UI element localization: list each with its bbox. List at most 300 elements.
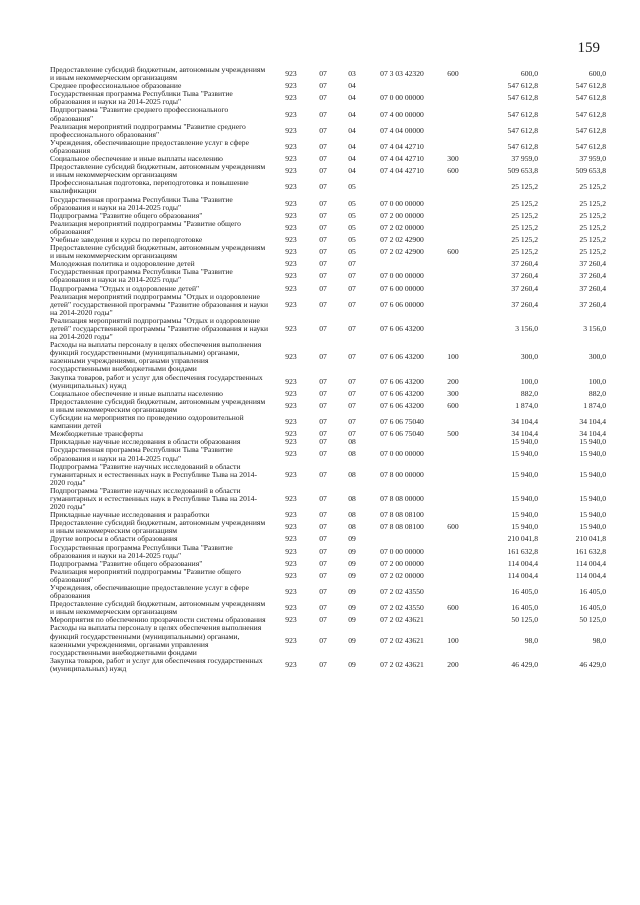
ministry-code: 923	[285, 235, 297, 244]
amount-second: 25 125,2	[579, 247, 606, 257]
target-article-code: 07 2 02 43550	[380, 603, 424, 613]
table-row	[50, 268, 606, 284]
section-code: 07	[319, 570, 327, 580]
amount-second: 1 874,0	[583, 400, 606, 410]
target-article-code	[366, 179, 438, 195]
expense-type-code	[438, 123, 468, 139]
amount-first: 50 125,0	[511, 616, 538, 625]
amount-second: 25 125,2	[579, 198, 606, 208]
expense-type-code	[438, 212, 468, 220]
row-name: Подпрограмма "Развитие научных исследований в области гуманитарных и естественных наук в Республике Тыва на 2014-2020 годы"	[50, 486, 257, 512]
row-name: Закупка товаров, работ и услуг для обеспечения государственных (муниципальных) нужд	[50, 373, 263, 390]
table-row	[50, 106, 606, 122]
amount-first: 210 041,8	[507, 535, 538, 544]
expense-type-code	[438, 511, 468, 519]
expense-type-code	[438, 268, 468, 284]
table-row	[50, 544, 606, 560]
subsection-code: 08	[348, 469, 356, 479]
section-code: 07	[319, 389, 327, 398]
table-row	[50, 260, 606, 268]
amount-first: 300,0	[520, 352, 538, 362]
table-row	[50, 220, 606, 236]
row-name: Подпрограмма "Развитие общего образования"	[50, 559, 203, 568]
amount-second: 15 940,0	[579, 493, 606, 503]
row-name: Учебные заведения и курсы по переподготовке	[50, 235, 203, 244]
expense-type-code	[438, 260, 468, 268]
amount-second: 34 104,4	[579, 417, 606, 427]
amount-second: 34 104,4	[579, 430, 606, 439]
table-row	[50, 463, 606, 487]
amount-second: 25 125,2	[579, 211, 606, 220]
row-name: Предоставление субсидий бюджетным, автономным учреждениям и иным некоммерческим организациям	[50, 66, 266, 83]
section-code: 07	[319, 82, 327, 91]
expense-type-code: 600	[447, 166, 459, 176]
target-article-code: 07 0 00 00000	[380, 546, 424, 556]
row-name: Предоставление субсидий бюджетным, автономным учреждениям и иным некоммерческим организациям	[50, 244, 266, 261]
section-code: 07	[319, 511, 327, 520]
target-article-code: 07 6 06 43200	[380, 352, 424, 362]
section-code: 07	[319, 535, 327, 544]
target-article-code: 07 6 06 43200	[380, 400, 424, 410]
expense-type-code	[438, 560, 468, 568]
amount-first: 3 156,0	[515, 324, 538, 333]
subsection-code: 09	[348, 635, 356, 645]
expense-type-code	[438, 317, 468, 341]
subsection-code: 07	[348, 299, 356, 309]
table-row	[50, 82, 606, 90]
table-row	[50, 414, 606, 430]
expense-type-code	[438, 544, 468, 560]
subsection-code: 09	[348, 546, 356, 556]
subsection-code: 07	[348, 389, 356, 398]
target-article-code: 07 2 02 43621	[380, 635, 424, 645]
row-name: Реализация мероприятий подпрограммы "Отдых и оздоровление детей" государственной программы "Развитие образования и науки на 2014-2020 годы"	[50, 316, 269, 342]
ministry-code: 923	[285, 141, 297, 151]
amount-first: 15 940,0	[511, 493, 538, 503]
expense-type-code: 300	[447, 155, 459, 164]
amount-first: 547 612,8	[507, 109, 538, 119]
amount-first: 15 940,0	[511, 449, 538, 459]
table-row	[50, 657, 606, 673]
ministry-code: 923	[285, 603, 297, 613]
amount-second: 15 940,0	[579, 449, 606, 459]
budget-table	[50, 66, 606, 673]
amount-first: 37 260,4	[511, 271, 538, 281]
expense-type-code	[438, 106, 468, 122]
amount-second: 15 940,0	[579, 469, 606, 479]
table-row	[50, 624, 606, 656]
section-code: 07	[319, 109, 327, 119]
row-name: Реализация мероприятий подпрограммы "Развитие общего образования"	[50, 219, 241, 236]
table-row	[50, 293, 606, 317]
section-code: 07	[319, 93, 327, 103]
section-code: 07	[319, 125, 327, 135]
amount-first: 547 612,8	[507, 141, 538, 151]
section-code: 07	[319, 546, 327, 556]
amount-first: 25 125,2	[511, 247, 538, 257]
amount-first: 161 632,8	[507, 546, 538, 556]
ministry-code: 923	[285, 635, 297, 645]
section-code: 07	[319, 376, 327, 386]
target-article-code: 07 4 04 42710	[380, 141, 424, 151]
expense-type-code: 500	[447, 430, 459, 439]
row-name: Реализация мероприятий подпрограммы "Развитие общего образования"	[50, 567, 241, 584]
row-name: Предоставление субсидий бюджетным, автономным учреждениям и иным некоммерческим организациям	[50, 600, 266, 617]
table-row	[50, 90, 606, 106]
table-row	[50, 212, 606, 220]
expense-type-code	[438, 236, 468, 244]
amount-first: 37 260,4	[511, 284, 538, 293]
ministry-code: 923	[285, 511, 297, 520]
target-article-code: 07 6 00 00000	[380, 284, 424, 293]
subsection-code: 09	[348, 559, 356, 568]
amount-second: 509 653,8	[575, 166, 606, 176]
row-name: Учреждения, обеспечивающие предоставление услуг в сфере образования	[50, 584, 249, 601]
section-code: 07	[319, 271, 327, 281]
row-name: Подпрограмма "Развитие научных исследований в области гуманитарных и естественных наук в Республике Тыва на 2014-2020 годы"	[50, 462, 257, 487]
ministry-code: 923	[285, 430, 297, 439]
expense-type-code	[438, 139, 468, 155]
section-code: 07	[319, 284, 327, 293]
subsection-code: 05	[348, 235, 356, 244]
amount-second: 882,0	[588, 389, 606, 398]
subsection-code: 04	[348, 82, 356, 91]
row-name: Государственная программа Республики Тыва "Развитие образования и науки на 2014-2025 годы"	[50, 268, 233, 285]
subsection-code: 07	[348, 352, 356, 362]
expense-type-code	[438, 179, 468, 195]
expense-type-code	[438, 463, 468, 487]
subsection-code: 04	[348, 125, 356, 135]
section-code: 07	[319, 141, 327, 151]
target-article-code: 07 3 03 42320	[380, 69, 424, 79]
row-name: Предоставление субсидий бюджетным, автономным учреждениям и иным некоммерческим организациям	[50, 397, 266, 414]
section-code: 07	[319, 493, 327, 503]
expense-type-code	[438, 487, 468, 511]
table-row	[50, 584, 606, 600]
subsection-code: 09	[348, 535, 356, 544]
ministry-code: 923	[285, 284, 297, 293]
amount-first: 34 104,4	[511, 417, 538, 427]
amount-second: 37 260,4	[579, 260, 606, 269]
ministry-code: 923	[285, 166, 297, 176]
table-row	[50, 535, 606, 543]
subsection-code: 08	[348, 493, 356, 503]
ministry-code: 923	[285, 493, 297, 503]
subsection-code: 07	[348, 400, 356, 410]
row-name: Среднее профессиональное образование	[50, 82, 182, 91]
ministry-code: 923	[285, 198, 297, 208]
amount-second: 16 405,0	[579, 587, 606, 597]
amount-second: 16 405,0	[579, 603, 606, 613]
ministry-code: 923	[285, 155, 297, 164]
amount-second: 37 260,4	[579, 284, 606, 293]
table-row	[50, 446, 606, 462]
target-article-code	[366, 260, 438, 268]
table-row	[50, 511, 606, 519]
amount-second: 114 004,4	[575, 570, 606, 580]
table-row	[50, 163, 606, 179]
table-row	[50, 438, 606, 446]
ministry-code: 923	[285, 69, 297, 79]
expense-type-code	[438, 568, 468, 584]
amount-first: 100,0	[520, 376, 538, 386]
section-code: 07	[319, 438, 327, 447]
table-row	[50, 519, 606, 535]
expense-type-code: 100	[447, 635, 459, 645]
target-article-code: 07 6 06 43200	[380, 389, 424, 398]
target-article-code: 07 6 06 00000	[380, 299, 424, 309]
amount-first: 25 125,2	[511, 211, 538, 220]
target-article-code: 07 8 08 08100	[380, 522, 424, 532]
amount-first: 547 612,8	[507, 125, 538, 135]
amount-first: 37 260,4	[511, 260, 538, 269]
ministry-code: 923	[285, 546, 297, 556]
table-row	[50, 568, 606, 584]
section-code: 07	[319, 155, 327, 164]
amount-first: 1 874,0	[515, 400, 538, 410]
amount-second: 100,0	[588, 376, 606, 386]
target-article-code: 07 6 06 43200	[380, 376, 424, 386]
ministry-code: 923	[285, 82, 297, 91]
amount-second: 547 612,8	[575, 141, 606, 151]
ministry-code: 923	[285, 299, 297, 309]
amount-first: 15 940,0	[511, 438, 538, 447]
ministry-code: 923	[285, 535, 297, 544]
row-name: Профессиональная подготовка, переподготовка и повышение квалификации	[50, 179, 249, 196]
row-name: Государственная программа Республики Тыва "Развитие образования и науки на 2014-2025 годы"	[50, 90, 233, 107]
subsection-code: 07	[348, 271, 356, 281]
table-row	[50, 66, 606, 82]
row-name: Молодежная политика и оздоровление детей	[50, 260, 195, 269]
expense-type-code	[438, 414, 468, 430]
amount-second: 46 429,0	[579, 659, 606, 669]
subsection-code: 09	[348, 616, 356, 625]
section-code: 07	[319, 222, 327, 232]
target-article-code: 07 2 00 00000	[380, 559, 424, 568]
target-article-code: 07 6 06 75040	[380, 417, 424, 427]
amount-second: 547 612,8	[575, 82, 606, 91]
table-row	[50, 317, 606, 341]
target-article-code: 07 0 00 00000	[380, 198, 424, 208]
ministry-code: 923	[285, 125, 297, 135]
subsection-code: 03	[348, 69, 356, 79]
expense-type-code	[438, 616, 468, 624]
amount-second: 50 125,0	[579, 616, 606, 625]
expense-type-code	[438, 196, 468, 212]
expense-type-code	[438, 293, 468, 317]
target-article-code	[366, 82, 438, 90]
row-name: Подпрограмма "Отдых и оздоровление детей"	[50, 284, 200, 293]
ministry-code: 923	[285, 659, 297, 669]
amount-second: 25 125,2	[579, 222, 606, 232]
subsection-code: 04	[348, 93, 356, 103]
table-row	[50, 155, 606, 163]
table-row	[50, 179, 606, 195]
amount-first: 25 125,2	[511, 198, 538, 208]
section-code: 07	[319, 559, 327, 568]
target-article-code	[366, 535, 438, 543]
amount-second: 600,0	[588, 69, 606, 79]
ministry-code: 923	[285, 222, 297, 232]
target-article-code: 07 0 00 00000	[380, 93, 424, 103]
section-code: 07	[319, 400, 327, 410]
section-code: 07	[319, 587, 327, 597]
section-code: 07	[319, 166, 327, 176]
amount-first: 46 429,0	[511, 659, 538, 669]
subsection-code: 09	[348, 659, 356, 669]
target-article-code: 07 0 00 00000	[380, 271, 424, 281]
subsection-code: 04	[348, 109, 356, 119]
expense-type-code: 600	[447, 400, 459, 410]
target-article-code: 07 8 00 00000	[380, 469, 424, 479]
section-code: 07	[319, 182, 327, 192]
row-name: Расходы на выплаты персоналу в целях обеспечения выполнения функций государственными (муниципальными) органами, казенными учреждениями, органами управления государственными внебюджетными фондами	[50, 624, 262, 657]
target-article-code: 07 4 04 42710	[380, 155, 424, 164]
target-article-code: 07 2 02 00000	[380, 222, 424, 232]
amount-first: 15 940,0	[511, 469, 538, 479]
target-article-code: 07 2 02 00000	[380, 570, 424, 580]
row-name: Межбюджетные трансферты	[50, 430, 143, 439]
amount-second: 547 612,8	[575, 109, 606, 119]
row-name: Государственная программа Республики Тыва "Развитие образования и науки на 2014-2025 годы"	[50, 446, 233, 463]
row-name: Государственная программа Республики Тыва "Развитие образования и науки на 2014-2025 годы"	[50, 195, 233, 212]
ministry-code: 923	[285, 109, 297, 119]
expense-type-code: 600	[447, 247, 459, 257]
table-body	[50, 66, 606, 673]
ministry-code: 923	[285, 271, 297, 281]
section-code: 07	[319, 449, 327, 459]
row-name: Прикладные научные исследования в области образования	[50, 438, 241, 447]
row-name: Социальное обеспечение и иные выплаты населению	[50, 389, 223, 398]
target-article-code: 07 6 06 75040	[380, 430, 424, 439]
ministry-code: 923	[285, 417, 297, 427]
target-article-code	[366, 438, 438, 446]
amount-second: 114 004,4	[575, 559, 606, 568]
amount-first: 37 260,4	[511, 299, 538, 309]
subsection-code: 05	[348, 182, 356, 192]
ministry-code: 923	[285, 211, 297, 220]
subsection-code: 08	[348, 522, 356, 532]
row-name: Мероприятия по обеспечению прозрачности системы образования	[50, 616, 266, 625]
expense-type-code: 200	[447, 659, 459, 669]
ministry-code: 923	[285, 93, 297, 103]
section-code: 07	[319, 635, 327, 645]
target-article-code: 07 2 02 42900	[380, 247, 424, 257]
amount-second: 25 125,2	[579, 235, 606, 244]
amount-second: 3 156,0	[583, 324, 606, 333]
amount-second: 161 632,8	[575, 546, 606, 556]
amount-first: 16 405,0	[511, 603, 538, 613]
table-row	[50, 430, 606, 438]
expense-type-code	[438, 446, 468, 462]
table-row	[50, 616, 606, 624]
row-name: Прикладные научные исследования и разработки	[50, 511, 210, 520]
section-code: 07	[319, 469, 327, 479]
amount-first: 98,0	[524, 635, 538, 645]
amount-second: 25 125,2	[579, 182, 606, 192]
table-row	[50, 560, 606, 568]
target-article-code: 07 2 02 43621	[380, 616, 424, 625]
subsection-code: 04	[348, 141, 356, 151]
target-article-code: 07 4 04 42710	[380, 166, 424, 176]
target-article-code: 07 2 02 43550	[380, 587, 424, 597]
ministry-code: 923	[285, 570, 297, 580]
amount-first: 25 125,2	[511, 182, 538, 192]
expense-type-code	[438, 584, 468, 600]
row-name: Социальное обеспечение и иные выплаты населению	[50, 155, 223, 164]
target-article-code: 07 6 06 43200	[380, 324, 424, 333]
row-name: Предоставление субсидий бюджетным, автономным учреждениям и иным некоммерческим организациям	[50, 163, 266, 180]
section-code: 07	[319, 522, 327, 532]
target-article-code: 07 8 08 00000	[380, 493, 424, 503]
row-name: Другие вопросы в области образования	[50, 535, 178, 544]
amount-first: 15 940,0	[511, 511, 538, 520]
row-name: Подпрограмма "Развитие общего образования"	[50, 211, 203, 220]
section-code: 07	[319, 299, 327, 309]
table-row	[50, 487, 606, 511]
target-article-code: 07 2 02 43621	[380, 659, 424, 669]
table-row	[50, 341, 606, 373]
table-row	[50, 398, 606, 414]
expense-type-code: 300	[447, 389, 459, 398]
amount-first: 509 653,8	[507, 166, 538, 176]
ministry-code: 923	[285, 522, 297, 532]
amount-second: 37 260,4	[579, 271, 606, 281]
table-row	[50, 244, 606, 260]
table-row	[50, 285, 606, 293]
amount-first: 547 612,8	[507, 82, 538, 91]
amount-first: 34 104,4	[511, 430, 538, 439]
table-row	[50, 123, 606, 139]
subsection-code: 04	[348, 166, 356, 176]
row-name: Закупка товаров, работ и услуг для обеспечения государственных (муниципальных) нужд	[50, 656, 263, 673]
subsection-code: 07	[348, 260, 356, 269]
target-article-code: 07 4 00 00000	[380, 109, 424, 119]
subsection-code: 05	[348, 198, 356, 208]
target-article-code: 07 2 02 42900	[380, 235, 424, 244]
section-code: 07	[319, 211, 327, 220]
amount-first: 600,0	[520, 69, 538, 79]
ministry-code: 923	[285, 616, 297, 625]
row-name: Предоставление субсидий бюджетным, автономным учреждениям и иным некоммерческим организациям	[50, 519, 266, 536]
ministry-code: 923	[285, 352, 297, 362]
subsection-code: 07	[348, 417, 356, 427]
section-code: 07	[319, 235, 327, 244]
amount-second: 547 612,8	[575, 125, 606, 135]
section-code: 07	[319, 198, 327, 208]
amount-first: 114 004,4	[507, 570, 538, 580]
section-code: 07	[319, 417, 327, 427]
table-row	[50, 390, 606, 398]
row-name: Реализация мероприятий подпрограммы "Отдых и оздоровление детей" государственной программы "Развитие образования и науки на 2014-2020 годы"	[50, 292, 269, 317]
expense-type-code	[438, 438, 468, 446]
subsection-code: 07	[348, 324, 356, 333]
table-row	[50, 139, 606, 155]
amount-second: 547 612,8	[575, 93, 606, 103]
subsection-code: 05	[348, 211, 356, 220]
amount-second: 37 959,0	[579, 155, 606, 164]
ministry-code: 923	[285, 324, 297, 333]
section-code: 07	[319, 352, 327, 362]
table-row	[50, 600, 606, 616]
subsection-code: 07	[348, 284, 356, 293]
ministry-code: 923	[285, 389, 297, 398]
row-name: Государственная программа Республики Тыва "Развитие образования и науки на 2014-2025 годы"	[50, 543, 233, 560]
expense-type-code	[438, 285, 468, 293]
subsection-code: 08	[348, 449, 356, 459]
target-article-code: 07 8 08 08100	[380, 511, 424, 520]
amount-first: 882,0	[520, 389, 538, 398]
